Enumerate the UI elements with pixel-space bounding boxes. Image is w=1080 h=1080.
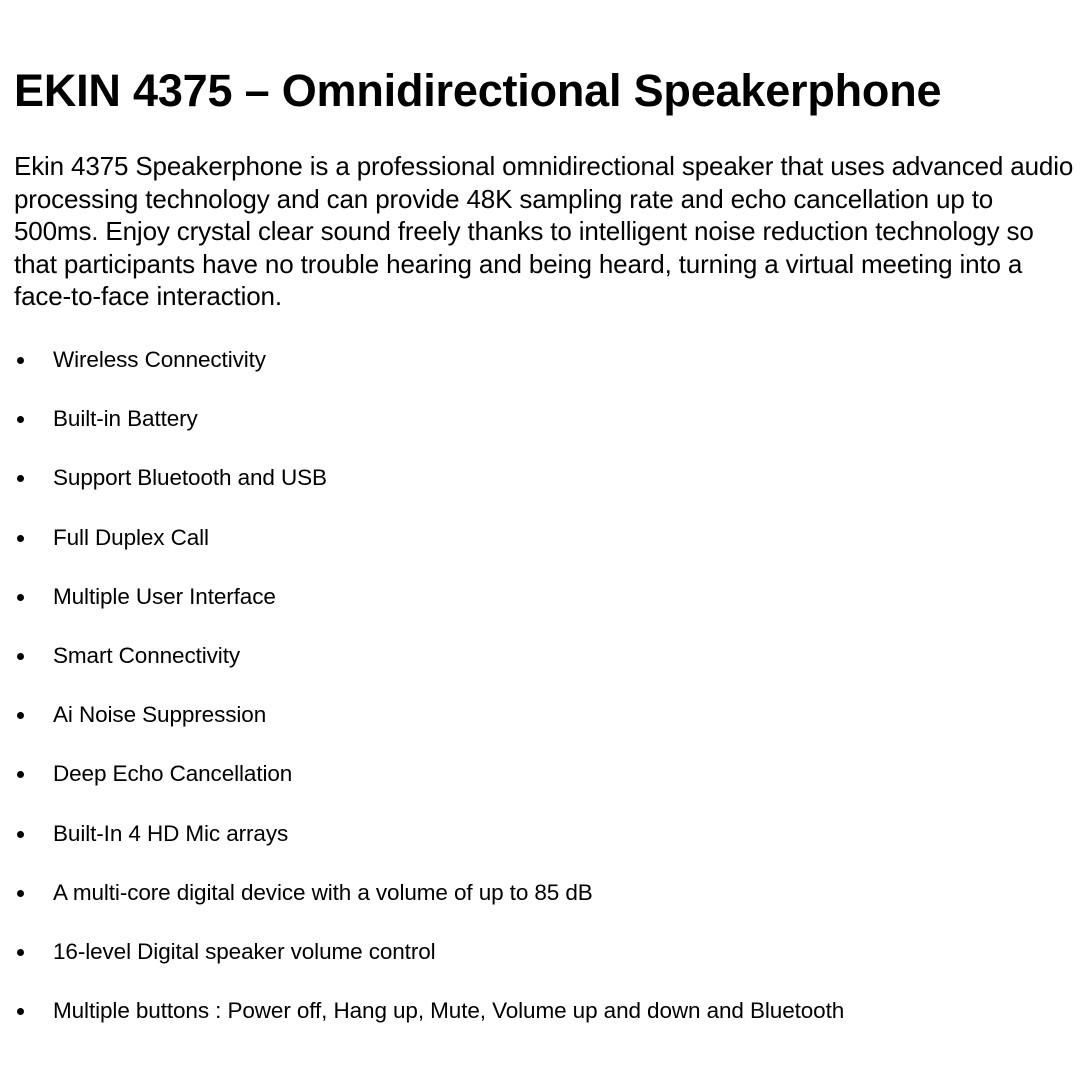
feature-list — [14, 345, 1014, 1025]
feature-label: Deep Echo Cancellation — [53, 761, 293, 787]
list-item — [14, 878, 1014, 937]
bullet-icon — [17, 475, 24, 482]
feature-label: Multiple buttons : Power off, Hang up, Mute, Volume up and down and Bluetooth — [53, 998, 845, 1024]
feature-label: A multi-core digital device with a volume of up to 85 dB — [53, 879, 593, 905]
bullet-icon — [17, 890, 24, 897]
bullet-icon — [17, 1008, 24, 1015]
intro-paragraph: Ekin 4375 Speakerphone is a professional omnidirectional speaker that uses advanced audio processing technology and can provide 48K sampling rate and echo cancellation up to 500ms. Enjoy crystal clear sound freely thanks to intelligent noise reduction technology so that participants have no trouble hearing and being heard, turning a virtual meeting into a face-to-face interaction. — [14, 151, 1074, 312]
list-item — [14, 523, 1014, 582]
list-item — [14, 345, 1014, 404]
feature-label: Built-in Battery — [53, 406, 198, 432]
feature-label: Smart Connectivity — [53, 642, 241, 668]
bullet-icon — [17, 771, 24, 778]
bullet-icon — [17, 712, 24, 719]
list-item — [14, 819, 1014, 878]
list-item — [14, 937, 1014, 996]
bullet-icon — [17, 535, 24, 542]
list-item — [14, 404, 1014, 463]
feature-label: Ai Noise Suppression — [53, 702, 267, 728]
list-item — [14, 759, 1014, 818]
bullet-icon — [17, 831, 24, 838]
list-item — [14, 996, 853, 1025]
list-item — [14, 700, 1014, 759]
feature-label: Multiple User Interface — [53, 583, 276, 609]
bullet-icon — [17, 416, 24, 423]
bullet-icon — [17, 357, 24, 364]
feature-label: Full Duplex Call — [53, 524, 209, 550]
bullet-icon — [17, 594, 24, 601]
bullet-icon — [17, 653, 24, 660]
feature-label: 16-level Digital speaker volume control — [53, 938, 436, 964]
page-title: EKIN 4375 – Omnidirectional Speakerphone — [14, 65, 942, 116]
list-item — [14, 641, 1014, 700]
feature-label: Support Bluetooth and USB — [53, 465, 327, 491]
bullet-icon — [17, 949, 24, 956]
feature-label: Built-In 4 HD Mic arrays — [53, 820, 289, 846]
feature-label: Wireless Connectivity — [53, 347, 266, 372]
list-item — [14, 463, 1014, 522]
list-item — [14, 582, 1014, 641]
